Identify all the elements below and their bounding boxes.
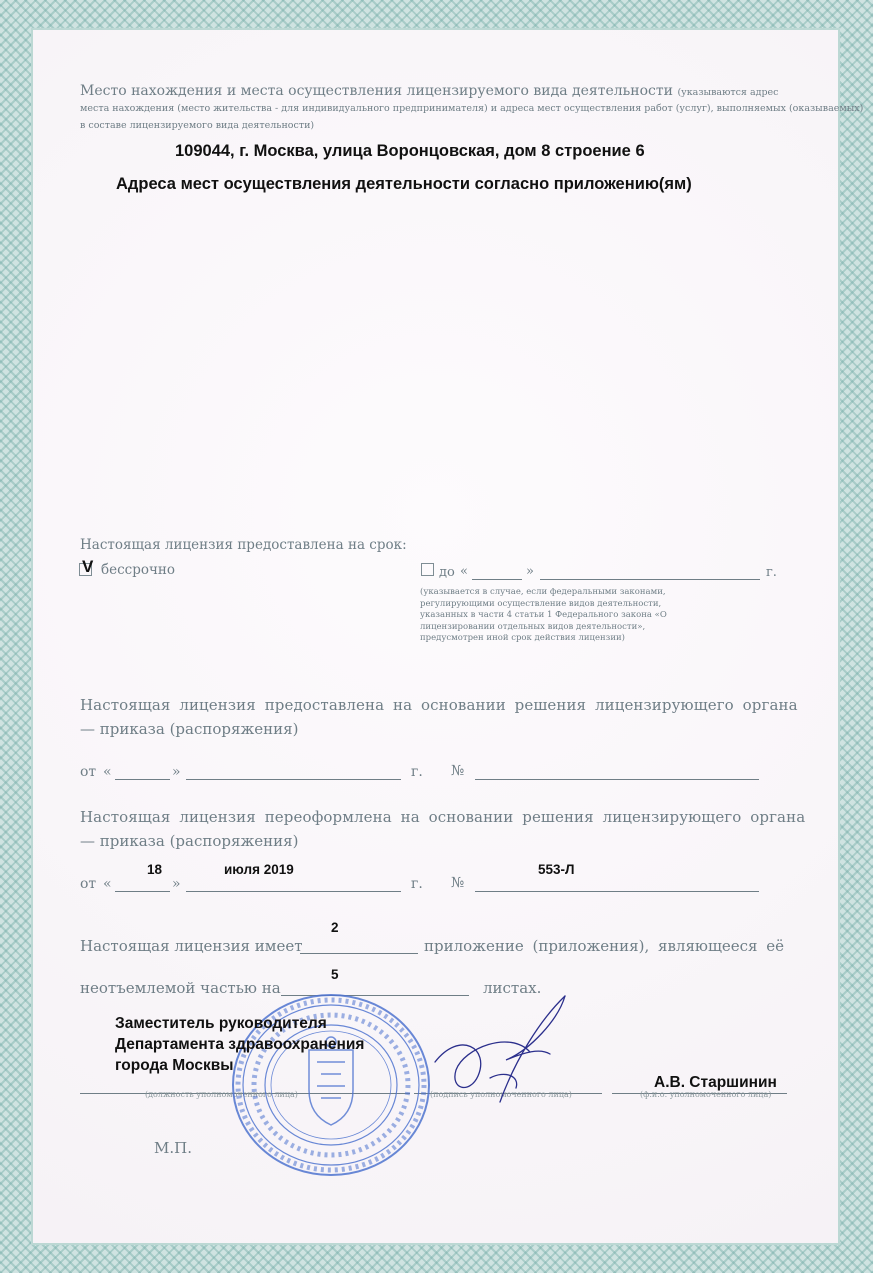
address-section-title: Место нахождения и места осуществления лицензируемого вида деятельности	[80, 83, 673, 99]
reissue-day: 18	[147, 862, 163, 877]
reissue-number-sign: №	[451, 875, 465, 891]
until-month-line	[540, 579, 760, 580]
until-date-checkbox	[421, 563, 434, 576]
appendix-text-start: Настоящая лицензия имеет	[80, 937, 303, 955]
name-caption: (ф.и.о. уполномоченного лица)	[640, 1090, 772, 1099]
address-section-note-1: (указываются адрес	[677, 87, 779, 98]
reissue-month-year: июля 2019	[224, 862, 294, 877]
signature-caption: (подпись уполномоченного лица)	[430, 1090, 572, 1099]
term-note: (указывается в случае, если федеральными законами, регулирующими осуществление видов деятельности, указанных в части 4 статьи 1 Федерального закона «О лицензировании отдельных видов деятельности», предусмотрен иной срок действия лицензии)	[420, 587, 667, 643]
address-section-note-3: в составе лицензируемого вида деятельности)	[80, 120, 315, 131]
basis-quote-close: »	[172, 764, 181, 780]
reissue-text-line-2: — приказа (распоряжения)	[80, 832, 299, 850]
check-mark-icon: V	[82, 557, 94, 576]
unlimited-label: бессрочно	[101, 562, 176, 578]
sheets-text-start: неотъемлемой частью на	[80, 979, 281, 997]
activity-addresses: Адреса мест осуществления деятельности согласно приложению(ям)	[116, 175, 692, 193]
address-section-note-2: места нахождения (место жительства - для индивидуального предпринимателя) и адреса мест осуществления работ (услуг), выполняемых (оказываемых)	[80, 103, 864, 114]
main-address: 109044, г. Москва, улица Воронцовская, дом 8 строение 6	[175, 142, 645, 160]
until-quote-open: «	[460, 564, 468, 579]
appendix-text-end: приложение (приложения), являющееся её	[424, 937, 785, 955]
basis-quote-open: «	[103, 764, 112, 780]
reissue-quote-close: »	[172, 876, 181, 892]
reissue-text-line-1: Настоящая лицензия переоформлена на основании решения лицензирующего органа	[80, 808, 806, 826]
reissue-from-label: от	[80, 876, 97, 892]
basis-number-line	[475, 779, 759, 780]
basis-month-line	[186, 779, 401, 780]
reissue-quote-open: «	[103, 876, 112, 892]
until-quote-close: »	[526, 564, 534, 579]
reissue-day-line	[115, 891, 170, 892]
until-year-suffix: г.	[766, 565, 777, 580]
basis-text-line-1: Настоящая лицензия предоставлена на основании решения лицензирующего органа	[80, 696, 798, 714]
address-section-header	[80, 83, 779, 99]
reissue-year-suffix: г.	[411, 876, 423, 892]
reissue-number-line	[475, 891, 759, 892]
sheets-text-end: листах.	[483, 979, 542, 997]
stamp-place-label: М.П.	[154, 1139, 192, 1157]
basis-number-sign: №	[451, 763, 465, 779]
reissue-number: 553-Л	[538, 862, 575, 877]
basis-year-suffix: г.	[411, 764, 423, 780]
signature-icon	[420, 990, 580, 1110]
appendix-count-line	[300, 953, 418, 954]
basis-from-label: от	[80, 764, 97, 780]
signatory-name: А.В. Старшинин	[654, 1074, 777, 1091]
position-caption: (должность уполномоченного лица)	[145, 1090, 298, 1099]
sheets-count: 5	[331, 967, 339, 982]
basis-day-line	[115, 779, 170, 780]
term-title: Настоящая лицензия предоставлена на срок:	[80, 537, 407, 553]
basis-text-line-2: — приказа (распоряжения)	[80, 720, 299, 738]
until-label: до	[439, 565, 455, 580]
signatory-position: Заместитель руководителя Департамента здравоохранения города Москвы	[115, 1015, 365, 1074]
appendix-count: 2	[331, 920, 339, 935]
until-day-line	[472, 579, 522, 580]
reissue-month-line	[186, 891, 401, 892]
